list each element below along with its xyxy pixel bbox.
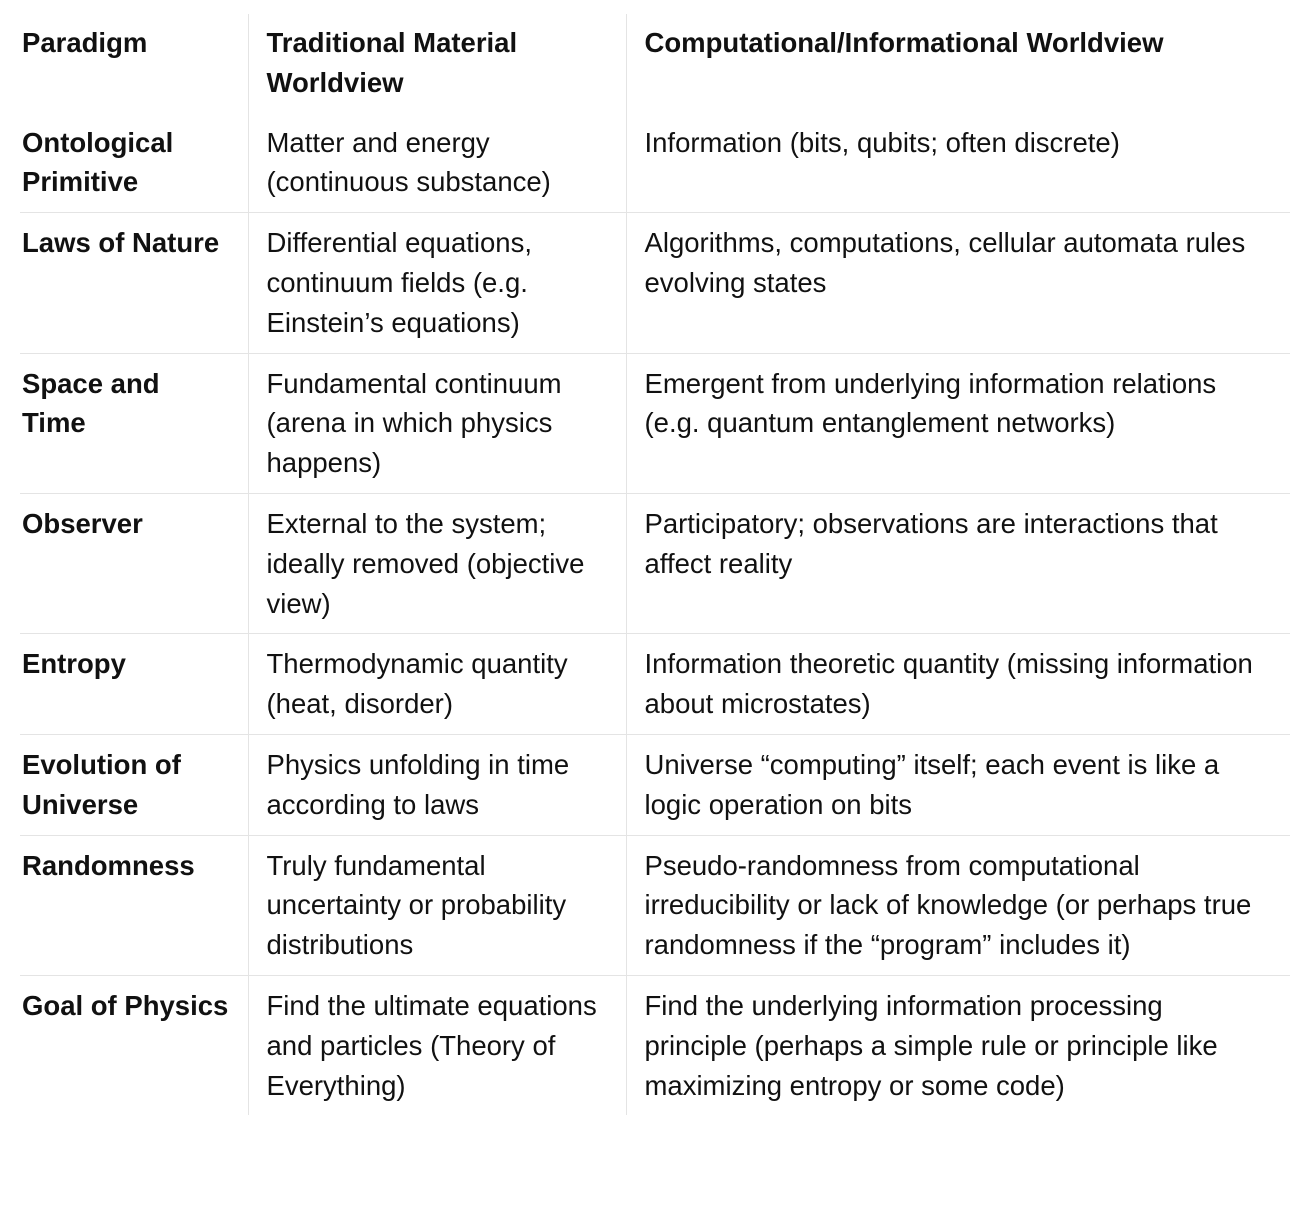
row-traditional-cell: Fundamental continuum (arena in which physics happens) xyxy=(248,353,626,493)
header-paradigm: Paradigm xyxy=(22,27,148,58)
row-paradigm-cell: Evolution of Universe xyxy=(22,748,181,820)
row-paradigm-cell: Goal of Physics xyxy=(22,989,229,1021)
row-paradigm-cell: Entropy xyxy=(22,648,126,680)
table-row xyxy=(20,975,1290,1115)
row-traditional-cell: Truly fundamental uncertainty or probability distributions xyxy=(248,835,626,975)
comparison-table-container xyxy=(20,14,1290,1115)
row-paradigm-cell: Observer xyxy=(22,507,143,539)
row-paradigm-cell: Laws of Nature xyxy=(22,227,220,259)
row-computational-cell: Emergent from underlying information relations (e.g. quantum entanglement networks) xyxy=(626,353,1290,493)
row-traditional-cell: Physics unfolding in time according to laws xyxy=(248,734,626,835)
row-traditional-cell: External to the system; ideally removed (objective view) xyxy=(248,493,626,633)
table-row xyxy=(20,213,1290,353)
row-computational-cell: Algorithms, computations, cellular automata rules evolving states xyxy=(626,213,1290,353)
table-row xyxy=(20,835,1290,975)
row-traditional-cell: Thermodynamic quantity (heat, disorder) xyxy=(248,634,626,735)
row-traditional-cell: Matter and energy (continuous substance) xyxy=(248,113,626,213)
row-computational-cell: Information theoretic quantity (missing information about microstates) xyxy=(626,634,1290,735)
row-computational-cell: Participatory; observations are interactions that affect reality xyxy=(626,493,1290,633)
table-row xyxy=(20,734,1290,835)
table-row xyxy=(20,353,1290,493)
table-row xyxy=(20,113,1290,213)
row-computational-cell: Universe “computing” itself; each event is like a logic operation on bits xyxy=(626,734,1290,835)
row-paradigm-cell: Ontological Primitive xyxy=(22,126,174,198)
table-row xyxy=(20,634,1290,735)
table-row xyxy=(20,493,1290,633)
header-traditional: Traditional Material Worldview xyxy=(248,14,626,113)
header-computational: Computational/Informational Worldview xyxy=(626,14,1290,113)
row-paradigm-cell: Randomness xyxy=(22,849,195,881)
row-computational-cell: Pseudo-randomness from computational irreducibility or lack of knowledge (or perhaps true randomness if the “program” includes it) xyxy=(626,835,1290,975)
comparison-table xyxy=(20,14,1290,1115)
row-computational-cell: Find the underlying information processing principle (perhaps a simple rule or principle like maximizing entropy or some code) xyxy=(626,975,1290,1115)
row-traditional-cell: Find the ultimate equations and particles (Theory of Everything) xyxy=(248,975,626,1115)
row-computational-cell: Information (bits, qubits; often discrete) xyxy=(626,113,1290,213)
row-traditional-cell: Differential equations, continuum fields (e.g. Einstein’s equations) xyxy=(248,213,626,353)
row-paradigm-cell: Space and Time xyxy=(22,367,160,439)
table-header-row xyxy=(20,14,1290,113)
